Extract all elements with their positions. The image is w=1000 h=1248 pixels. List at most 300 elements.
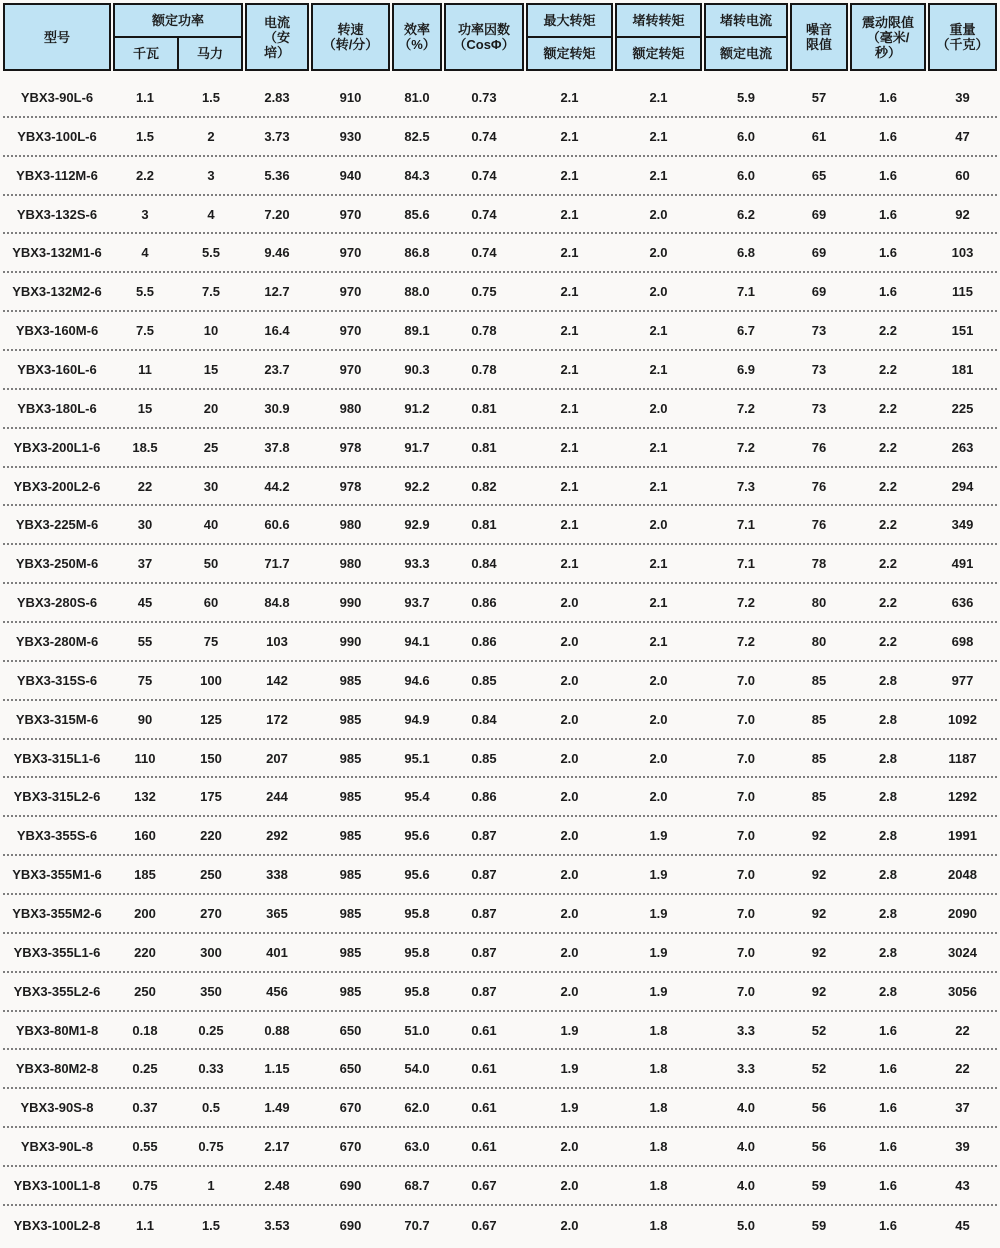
kw-cell: 11 <box>138 361 152 377</box>
header-noise-line: 限值 <box>805 37 832 52</box>
hp-cell: 100 <box>200 672 222 688</box>
current-cell: 2.83 <box>264 89 290 105</box>
header-power-factor <box>444 3 524 71</box>
current-cell: 7.20 <box>264 206 290 222</box>
max-torque-cell: 2.1 <box>560 284 579 300</box>
cos-phi-cell: 0.84 <box>471 711 497 727</box>
header-current-line: （安 <box>263 29 290 45</box>
vibration-cell: 2.2 <box>878 517 898 533</box>
max-torque-cell: 2.0 <box>560 711 579 727</box>
header-noise-line: 噪音 <box>805 22 832 37</box>
speed-cell: 690 <box>339 1177 362 1193</box>
model-cell: YBX3-315S-6 <box>16 672 98 688</box>
weight-cell: 60 <box>955 167 970 183</box>
vibration-cell: 1.6 <box>878 1100 898 1116</box>
kw-cell: 45 <box>137 595 153 611</box>
header-model <box>3 3 111 71</box>
cos-phi-cell: 0.87 <box>471 867 497 883</box>
vibration-cell: 2.2 <box>878 556 898 572</box>
table-row <box>3 1206 997 1245</box>
max-torque-cell: 2.1 <box>560 167 579 183</box>
kw-cell: 5.5 <box>135 284 155 300</box>
stall-current-cell: 7.2 <box>736 400 756 416</box>
stall-current-cell: 6.9 <box>736 361 756 377</box>
hp-cell: 50 <box>203 556 219 572</box>
stall-current-cell: 4.0 <box>736 1177 756 1193</box>
speed-cell: 670 <box>339 1100 362 1116</box>
stall-torque-cell: 1.8 <box>649 1217 668 1233</box>
stall-torque-cell: 2.0 <box>649 672 668 688</box>
max-torque-cell: 2.1 <box>560 206 579 222</box>
stall-current-cell: 6.8 <box>736 245 756 261</box>
stall-torque-cell: 1.8 <box>649 1100 668 1116</box>
cos-phi-cell: 0.78 <box>471 361 497 377</box>
hp-cell: 0.5 <box>201 1100 221 1116</box>
header-efficiency <box>392 3 442 71</box>
cos-phi-cell: 0.87 <box>471 828 497 844</box>
model-cell: YBX3-90L-8 <box>20 1139 94 1155</box>
efficiency-cell: 91.2 <box>404 400 430 416</box>
hp-cell: 75 <box>203 633 219 649</box>
hp-cell: 175 <box>200 789 222 805</box>
max-torque-cell: 1.9 <box>560 1061 579 1077</box>
efficiency-cell: 91.7 <box>404 439 430 455</box>
max-torque-cell: 2.1 <box>560 556 579 572</box>
max-torque-cell: 2.0 <box>560 595 579 611</box>
stall-torque-cell: 2.0 <box>649 206 668 222</box>
stall-torque-cell: 2.1 <box>649 361 668 377</box>
current-cell: 30.9 <box>264 400 290 416</box>
stall-current-cell: 7.3 <box>736 478 756 494</box>
vibration-cell: 2.2 <box>878 633 898 649</box>
cos-phi-cell: 0.81 <box>471 517 497 533</box>
noise-cell: 57 <box>811 89 827 105</box>
weight-cell: 22 <box>955 1022 970 1038</box>
header-current-line: 培） <box>263 44 290 60</box>
stall-current-cell: 7.2 <box>736 595 756 611</box>
noise-cell: 56 <box>811 1100 827 1116</box>
current-cell: 3.53 <box>264 1217 290 1233</box>
table-row <box>3 1089 997 1128</box>
max-torque-cell: 2.1 <box>560 323 579 339</box>
stall-torque-cell: 2.1 <box>649 478 668 494</box>
weight-cell: 2048 <box>948 867 977 883</box>
table-row <box>3 79 997 118</box>
speed-cell: 985 <box>339 789 362 805</box>
header-max-torque-top: 最大转矩 <box>543 13 596 28</box>
hp-cell: 1 <box>207 1177 215 1193</box>
stall-torque-cell: 1.9 <box>649 828 668 844</box>
current-cell: 60.6 <box>264 517 290 533</box>
stall-torque-cell: 1.8 <box>649 1022 668 1038</box>
table-row <box>3 429 997 468</box>
stall-current-cell: 3.3 <box>736 1061 756 1077</box>
table-row <box>3 312 997 351</box>
header-kw-label: 千瓦 <box>132 46 159 61</box>
cos-phi-cell: 0.85 <box>471 672 497 688</box>
kw-cell: 200 <box>134 905 156 921</box>
weight-cell: 1991 <box>948 828 977 844</box>
vibration-cell: 1.6 <box>878 1139 898 1155</box>
efficiency-cell: 95.4 <box>404 789 430 805</box>
kw-cell: 132 <box>134 789 156 805</box>
stall-torque-cell: 2.1 <box>649 556 668 572</box>
model-cell: YBX3-200L2-6 <box>13 478 101 494</box>
weight-cell: 1092 <box>948 711 977 727</box>
table-body <box>3 79 997 1245</box>
table-row <box>3 390 997 429</box>
hp-cell: 220 <box>200 828 222 844</box>
stall-torque-cell: 2.1 <box>649 128 668 144</box>
model-cell: YBX3-132M1-6 <box>12 245 102 261</box>
efficiency-cell: 92.2 <box>404 478 430 494</box>
max-torque-cell: 2.1 <box>560 128 579 144</box>
vibration-cell: 1.6 <box>878 89 898 105</box>
weight-cell: 3056 <box>948 983 977 999</box>
weight-cell: 92 <box>955 206 970 222</box>
speed-cell: 978 <box>339 478 362 494</box>
vibration-cell: 2.8 <box>878 789 898 805</box>
hp-cell: 15 <box>203 361 219 377</box>
vibration-cell: 2.2 <box>878 323 898 339</box>
efficiency-cell: 93.3 <box>404 556 430 572</box>
weight-cell: 2090 <box>948 905 977 921</box>
stall-torque-cell: 2.0 <box>649 400 668 416</box>
noise-cell: 85 <box>811 711 827 727</box>
speed-cell: 985 <box>339 983 362 999</box>
table-row <box>3 934 997 973</box>
noise-cell: 92 <box>811 867 827 883</box>
stall-torque-cell: 2.1 <box>649 323 668 339</box>
hp-cell: 125 <box>200 711 222 727</box>
header-noise <box>790 3 848 71</box>
header-weight-line: 重量 <box>949 22 976 37</box>
vibration-cell: 1.6 <box>878 1022 898 1038</box>
cos-phi-cell: 0.61 <box>471 1022 497 1038</box>
kw-cell: 0.75 <box>132 1177 158 1193</box>
vibration-cell: 1.6 <box>878 284 898 300</box>
stall-torque-cell: 1.9 <box>649 867 668 883</box>
current-cell: 84.8 <box>264 595 290 611</box>
weight-cell: 698 <box>951 633 974 649</box>
cos-phi-cell: 0.86 <box>471 595 497 611</box>
max-torque-cell: 2.0 <box>560 750 579 766</box>
current-cell: 401 <box>266 944 288 960</box>
kw-cell: 7.5 <box>135 323 155 339</box>
stall-current-cell: 7.0 <box>736 789 756 805</box>
speed-cell: 985 <box>339 672 362 688</box>
speed-cell: 970 <box>339 206 362 222</box>
table-row <box>3 701 997 740</box>
noise-cell: 85 <box>811 750 827 766</box>
noise-cell: 69 <box>811 206 827 222</box>
table-row <box>3 584 997 623</box>
current-cell: 103 <box>266 633 288 649</box>
max-torque-cell: 2.0 <box>560 633 579 649</box>
hp-cell: 2 <box>207 128 215 144</box>
stall-current-cell: 5.0 <box>736 1217 756 1233</box>
max-torque-cell: 2.0 <box>560 1139 579 1155</box>
current-cell: 0.88 <box>264 1022 290 1038</box>
hp-cell: 150 <box>200 750 222 766</box>
weight-cell: 977 <box>951 672 974 688</box>
stall-current-cell: 7.1 <box>736 556 756 572</box>
model-cell: YBX3-355M1-6 <box>12 867 102 883</box>
model-cell: YBX3-225M-6 <box>15 517 99 533</box>
speed-cell: 985 <box>339 944 362 960</box>
speed-cell: 980 <box>339 517 362 533</box>
efficiency-cell: 94.1 <box>404 633 430 649</box>
max-torque-cell: 2.1 <box>560 245 579 261</box>
weight-cell: 225 <box>951 400 974 416</box>
model-cell: YBX3-100L1-8 <box>13 1177 101 1193</box>
table-row <box>3 506 997 545</box>
header-vibration-line: （毫米/ <box>866 29 910 45</box>
speed-cell: 650 <box>339 1061 362 1077</box>
vibration-cell: 1.6 <box>878 206 898 222</box>
model-cell: YBX3-112M-6 <box>16 167 98 183</box>
vibration-cell: 2.8 <box>878 983 898 999</box>
model-cell: YBX3-80M1-8 <box>15 1022 99 1038</box>
weight-cell: 491 <box>951 556 974 572</box>
efficiency-cell: 70.7 <box>404 1217 430 1233</box>
model-cell: YBX3-280M-6 <box>15 633 99 649</box>
model-cell: YBX3-100L2-8 <box>13 1217 101 1233</box>
stall-torque-cell: 1.9 <box>649 944 668 960</box>
header-vibration-line: 秒） <box>874 44 901 60</box>
cos-phi-cell: 0.61 <box>471 1139 497 1155</box>
max-torque-cell: 2.1 <box>560 89 579 105</box>
max-torque-cell: 2.0 <box>560 867 579 883</box>
vibration-cell: 2.8 <box>878 672 898 688</box>
efficiency-cell: 95.8 <box>404 983 430 999</box>
speed-cell: 970 <box>339 361 362 377</box>
speed-cell: 985 <box>339 905 362 921</box>
spec-table <box>0 3 1000 1248</box>
hp-cell: 300 <box>200 944 222 960</box>
efficiency-cell: 88.0 <box>404 284 430 300</box>
cos-phi-cell: 0.87 <box>471 905 497 921</box>
vibration-cell: 1.6 <box>878 167 898 183</box>
model-cell: YBX3-80M2-8 <box>15 1061 99 1077</box>
kw-cell: 75 <box>137 672 153 688</box>
header-power-factor-line: （CosΦ） <box>453 37 515 52</box>
current-cell: 172 <box>266 711 288 727</box>
stall-current-cell: 6.7 <box>736 323 756 339</box>
cos-phi-cell: 0.73 <box>471 89 497 105</box>
vibration-cell: 1.6 <box>878 245 898 261</box>
max-torque-cell: 2.0 <box>560 672 579 688</box>
stall-current-cell: 3.3 <box>736 1022 756 1038</box>
efficiency-cell: 95.8 <box>404 905 430 921</box>
stall-current-cell: 7.1 <box>736 517 756 533</box>
efficiency-cell: 51.0 <box>404 1022 430 1038</box>
kw-cell: 0.37 <box>132 1100 158 1116</box>
kw-cell: 185 <box>134 867 156 883</box>
kw-cell: 90 <box>137 711 153 727</box>
kw-cell: 1.1 <box>135 89 155 105</box>
noise-cell: 85 <box>811 672 827 688</box>
weight-cell: 43 <box>955 1177 970 1193</box>
hp-cell: 3 <box>207 167 215 183</box>
efficiency-cell: 86.8 <box>404 245 430 261</box>
header-stall-current <box>704 3 788 71</box>
header-efficiency-line: 效率 <box>403 22 430 37</box>
max-torque-cell: 2.0 <box>560 1217 579 1233</box>
efficiency-cell: 84.3 <box>404 167 430 183</box>
cos-phi-cell: 0.84 <box>471 556 497 572</box>
cos-phi-cell: 0.82 <box>471 478 497 494</box>
weight-cell: 103 <box>951 245 974 261</box>
noise-cell: 92 <box>811 905 827 921</box>
header-max-torque <box>526 3 613 71</box>
efficiency-cell: 85.6 <box>404 206 430 222</box>
table-row <box>3 973 997 1012</box>
efficiency-cell: 90.3 <box>404 361 430 377</box>
noise-cell: 56 <box>811 1139 827 1155</box>
hp-cell: 40 <box>203 517 219 533</box>
stall-current-cell: 7.2 <box>736 633 756 649</box>
stall-current-cell: 7.0 <box>736 905 756 921</box>
header-speed <box>311 3 390 71</box>
noise-cell: 73 <box>811 400 827 416</box>
vibration-cell: 2.2 <box>878 400 898 416</box>
weight-cell: 294 <box>951 478 974 494</box>
noise-cell: 76 <box>811 478 827 494</box>
hp-cell: 20 <box>203 400 219 416</box>
stall-current-cell: 7.0 <box>736 983 756 999</box>
current-cell: 142 <box>266 672 288 688</box>
cos-phi-cell: 0.67 <box>471 1217 497 1233</box>
table-row <box>3 1050 997 1089</box>
cos-phi-cell: 0.67 <box>471 1177 497 1193</box>
max-torque-cell: 2.0 <box>560 828 579 844</box>
efficiency-cell: 82.5 <box>404 128 430 144</box>
efficiency-cell: 92.9 <box>404 517 430 533</box>
vibration-cell: 2.2 <box>878 478 898 494</box>
kw-cell: 220 <box>134 944 156 960</box>
cos-phi-cell: 0.74 <box>471 206 497 222</box>
weight-cell: 636 <box>951 595 974 611</box>
noise-cell: 59 <box>811 1177 827 1193</box>
hp-cell: 1.5 <box>201 1217 221 1233</box>
header-current-line: 电流 <box>263 14 290 30</box>
cos-phi-cell: 0.78 <box>471 323 497 339</box>
current-cell: 207 <box>266 750 288 766</box>
cos-phi-cell: 0.81 <box>471 400 497 416</box>
stall-current-cell: 4.0 <box>736 1100 756 1116</box>
weight-cell: 1292 <box>948 789 977 805</box>
stall-current-cell: 6.0 <box>736 128 756 144</box>
hp-cell: 4 <box>207 206 215 222</box>
kw-cell: 30 <box>137 517 153 533</box>
table-row <box>3 895 997 934</box>
table-row <box>3 545 997 584</box>
model-cell: YBX3-250M-6 <box>15 556 99 572</box>
kw-cell: 2.2 <box>135 167 155 183</box>
max-torque-cell: 2.0 <box>560 1177 579 1193</box>
max-torque-cell: 2.1 <box>560 478 579 494</box>
header-max-torque-bottom: 额定转矩 <box>543 46 596 61</box>
current-cell: 365 <box>266 905 288 921</box>
header-weight-line: （千克） <box>936 37 989 52</box>
cos-phi-cell: 0.74 <box>471 245 497 261</box>
header-efficiency-line: （%） <box>398 37 436 52</box>
hp-cell: 10 <box>203 323 219 339</box>
efficiency-cell: 54.0 <box>404 1061 430 1077</box>
noise-cell: 61 <box>811 128 827 144</box>
header-vibration <box>850 3 926 71</box>
model-cell: YBX3-90L-6 <box>20 89 94 105</box>
current-cell: 2.48 <box>264 1177 290 1193</box>
vibration-cell: 2.8 <box>878 944 898 960</box>
current-cell: 244 <box>266 789 288 805</box>
stall-current-cell: 5.9 <box>736 89 756 105</box>
stall-current-cell: 7.0 <box>736 672 756 688</box>
noise-cell: 59 <box>811 1217 827 1233</box>
table-row <box>3 351 997 390</box>
noise-cell: 73 <box>811 361 827 377</box>
table-row <box>3 468 997 507</box>
model-cell: YBX3-90S-8 <box>20 1100 94 1116</box>
vibration-cell: 2.2 <box>878 361 898 377</box>
table-row <box>3 1128 997 1167</box>
current-cell: 37.8 <box>264 439 290 455</box>
speed-cell: 985 <box>339 711 362 727</box>
header-stall-torque-bottom: 额定转矩 <box>632 46 685 61</box>
table-header <box>3 3 997 71</box>
noise-cell: 52 <box>811 1061 827 1077</box>
table-row <box>3 118 997 157</box>
noise-cell: 92 <box>811 828 827 844</box>
hp-cell: 270 <box>200 905 222 921</box>
stall-torque-cell: 1.8 <box>649 1177 668 1193</box>
cos-phi-cell: 0.86 <box>471 633 497 649</box>
max-torque-cell: 2.0 <box>560 905 579 921</box>
model-cell: YBX3-355L2-6 <box>13 983 101 999</box>
weight-cell: 263 <box>951 439 974 455</box>
max-torque-cell: 1.9 <box>560 1022 579 1038</box>
stall-torque-cell: 2.1 <box>649 89 668 105</box>
current-cell: 23.7 <box>264 361 290 377</box>
kw-cell: 22 <box>137 478 153 494</box>
vibration-cell: 1.6 <box>878 1217 898 1233</box>
current-cell: 1.49 <box>264 1100 290 1116</box>
speed-cell: 910 <box>339 89 362 105</box>
speed-cell: 670 <box>339 1139 362 1155</box>
current-cell: 1.15 <box>264 1061 290 1077</box>
cos-phi-cell: 0.61 <box>471 1061 497 1077</box>
kw-cell: 37 <box>137 556 153 572</box>
cos-phi-cell: 0.85 <box>471 750 497 766</box>
current-cell: 44.2 <box>264 478 290 494</box>
vibration-cell: 2.8 <box>878 867 898 883</box>
max-torque-cell: 2.0 <box>560 944 579 960</box>
efficiency-cell: 63.0 <box>404 1139 430 1155</box>
cos-phi-cell: 0.87 <box>471 983 497 999</box>
vibration-cell: 2.2 <box>878 595 898 611</box>
noise-cell: 52 <box>811 1022 827 1038</box>
max-torque-cell: 2.1 <box>560 361 579 377</box>
stall-current-cell: 4.0 <box>736 1139 756 1155</box>
header-weight <box>928 3 997 71</box>
hp-cell: 0.75 <box>198 1139 224 1155</box>
speed-cell: 940 <box>339 167 362 183</box>
max-torque-cell: 2.1 <box>560 400 579 416</box>
vibration-cell: 2.8 <box>878 711 898 727</box>
weight-cell: 39 <box>955 1139 970 1155</box>
noise-cell: 65 <box>811 167 827 183</box>
